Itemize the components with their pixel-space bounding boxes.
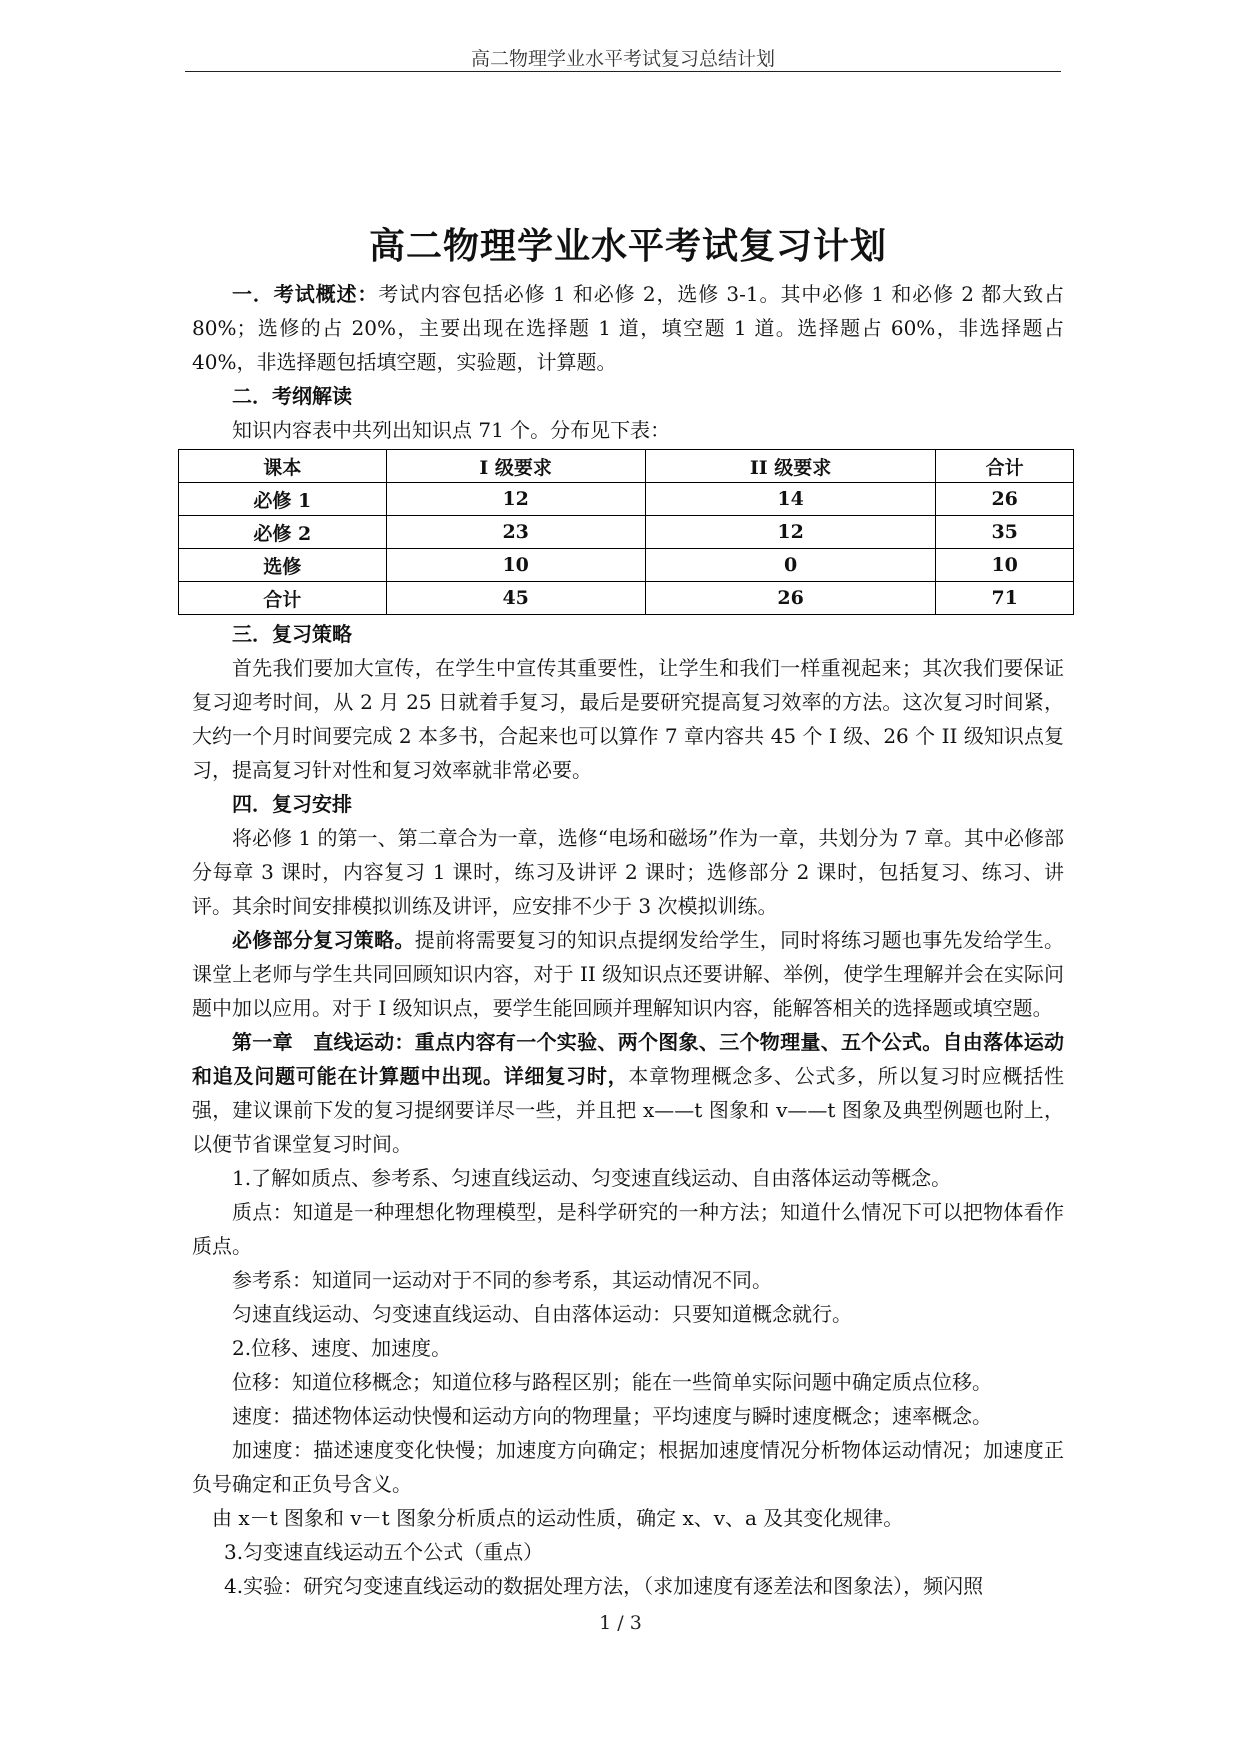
document-title: 高二物理学业水平考试复习计划 bbox=[368, 225, 887, 267]
section-3-paragraph: 首先我们要加大宣传，在学生中宣传其重要性，让学生和我们一样重视起来；其次我们要保证复习迎考时间，从 2 月 25 日就着手复习，最后是要研究提高复习效率的方法。这次复习时间紧，大约一个月时间要完成 2 本多书，合起来也可以算作 7 章内容共 45 个 I 级、26 个 II 级知识点复习，提高复习针对性和复习效率就非常必要。 bbox=[192, 656, 1064, 782]
point-particle: 质点：知道是一种理想化物理模型，是科学研究的一种方法；知道什么情况下可以把物体看作质点。 bbox=[192, 1200, 1064, 1258]
table-header-cell: II 级要求 bbox=[645, 450, 936, 483]
table-cell: 45 bbox=[386, 582, 645, 615]
point-reference-frame: 参考系：知道同一运动对于不同的参考系，其运动情况不同。 bbox=[232, 1268, 772, 1292]
section-4-paragraph-1: 将必修 1 的第一、第二章合为一章，选修“电场和磁场”作为一章，共划分为 7 章。其中必修部分每章 3 课时，内容复习 1 课时，练习及讲评 2 课时；选修部分 2 课时，包括复习、练习、讲评。其余时间安排模拟训练及讲评，应安排不少于 3 次模拟训练。 bbox=[192, 826, 1064, 918]
table-cell: 12 bbox=[386, 483, 645, 516]
table-row bbox=[179, 483, 1074, 516]
section-1-text: 考试内容包括必修 1 和必修 2，选修 3-1。其中必修 1 和必修 2 都大致占 80%；选修的占 20%，主要出现在选择题 1 道，填空题 1 道。选择题占 60%，非选择题占 40%，非选择题包括填空题，实验题，计算题。 bbox=[192, 282, 1065, 374]
table-header-cell: 课本 bbox=[179, 450, 387, 483]
point-1: 1.了解如质点、参考系、匀速直线运动、匀变速直线运动、自由落体运动等概念。 bbox=[232, 1166, 952, 1190]
section-3-heading: 三．复习策略 bbox=[232, 622, 352, 646]
point-acceleration: 加速度：描述速度变化快慢；加速度方向确定；根据加速度情况分析物体运动情况；加速度正负号确定和正负号含义。 bbox=[192, 1438, 1064, 1496]
table-cell: 必修 1 bbox=[179, 483, 387, 516]
point-3: 3.匀变速直线运动五个公式（重点） bbox=[224, 1540, 544, 1564]
page-number: 1 / 3 bbox=[599, 1612, 642, 1634]
table-cell: 26 bbox=[936, 483, 1074, 516]
table-cell: 10 bbox=[386, 549, 645, 582]
table-row bbox=[179, 582, 1074, 615]
table-cell: 23 bbox=[386, 516, 645, 549]
table-cell: 选修 bbox=[179, 549, 387, 582]
table-row bbox=[179, 516, 1074, 549]
point-4: 4.实验：研究匀变速直线运动的数据处理方法，（求加速度有逐差法和图象法），频闪照 bbox=[224, 1574, 984, 1598]
section-1-paragraph bbox=[192, 277, 1064, 379]
point-uniform-motion: 匀速直线运动、匀变速直线运动、自由落体运动：只要知道概念就行。 bbox=[232, 1302, 852, 1326]
point-displacement: 位移：知道位移概念；知道位移与路程区别；能在一些简单实际问题中确定质点位移。 bbox=[232, 1370, 992, 1394]
table-header-row bbox=[179, 450, 1074, 483]
knowledge-point-table bbox=[178, 449, 1074, 615]
table-row bbox=[179, 549, 1074, 582]
running-header: 高二物理学业水平考试复习总结计划 bbox=[470, 48, 775, 70]
point-2: 2.位移、速度、加速度。 bbox=[232, 1336, 452, 1360]
chapter-1-label: 第一章 直线运动：重点内容有一个实验、两个图象、三个物理量、五个公式。自由落体运动和追及问题可能在计算题中出现。详细复习时， bbox=[192, 1030, 1064, 1088]
table-header-cell: I 级要求 bbox=[386, 450, 645, 483]
chapter-1-text: 本章物理概念多、公式多，所以复习时应概括性强，建议课前下发的复习提纲要详尽一些，并且把 x——t 图象和 v——t 图象及典型例题也附上，以便节省课堂复习时间。 bbox=[192, 1064, 1065, 1156]
table-cell: 71 bbox=[936, 582, 1074, 615]
table-cell: 14 bbox=[645, 483, 936, 516]
section-4-heading: 四．复习安排 bbox=[232, 792, 352, 816]
point-velocity: 速度：描述物体运动快慢和运动方向的物理量；平均速度与瞬时速度概念；速率概念。 bbox=[232, 1404, 992, 1428]
section-1-label: 一．考试概述： bbox=[232, 282, 379, 306]
compulsory-strategy-label: 必修部分复习策略。 bbox=[232, 928, 415, 952]
compulsory-strategy-text: 提前将需要复习的知识点提纲发给学生，同时将练习题也事先发给学生。课堂上老师与学生共同回顾知识内容，对于 II 级知识点还要讲解、举例，使学生理解并会在实际问题中加以应用。对于 I 级知识点，要学生能回顾并理解知识内容，能解答相关的选择题或填空题。 bbox=[192, 928, 1065, 1020]
point-graphs: 由 x－t 图象和 v－t 图象分析质点的运动性质，确定 x、v、a 及其变化规律。 bbox=[212, 1506, 904, 1530]
section-4-paragraph-2 bbox=[192, 923, 1064, 1025]
table-cell: 必修 2 bbox=[179, 516, 387, 549]
table-cell: 合计 bbox=[179, 582, 387, 615]
table-cell: 26 bbox=[645, 582, 936, 615]
table-cell: 35 bbox=[936, 516, 1074, 549]
table-cell: 0 bbox=[645, 549, 936, 582]
section-2-heading: 二．考纲解读 bbox=[232, 384, 352, 408]
chapter-1-paragraph bbox=[192, 1025, 1064, 1161]
table-cell: 12 bbox=[645, 516, 936, 549]
table-cell: 10 bbox=[936, 549, 1074, 582]
header-divider bbox=[185, 71, 1061, 72]
document-body bbox=[192, 218, 1064, 1603]
section-2-intro: 知识内容表中共列出知识点 71 个。分布见下表： bbox=[232, 418, 671, 442]
table-header-cell: 合计 bbox=[936, 450, 1074, 483]
